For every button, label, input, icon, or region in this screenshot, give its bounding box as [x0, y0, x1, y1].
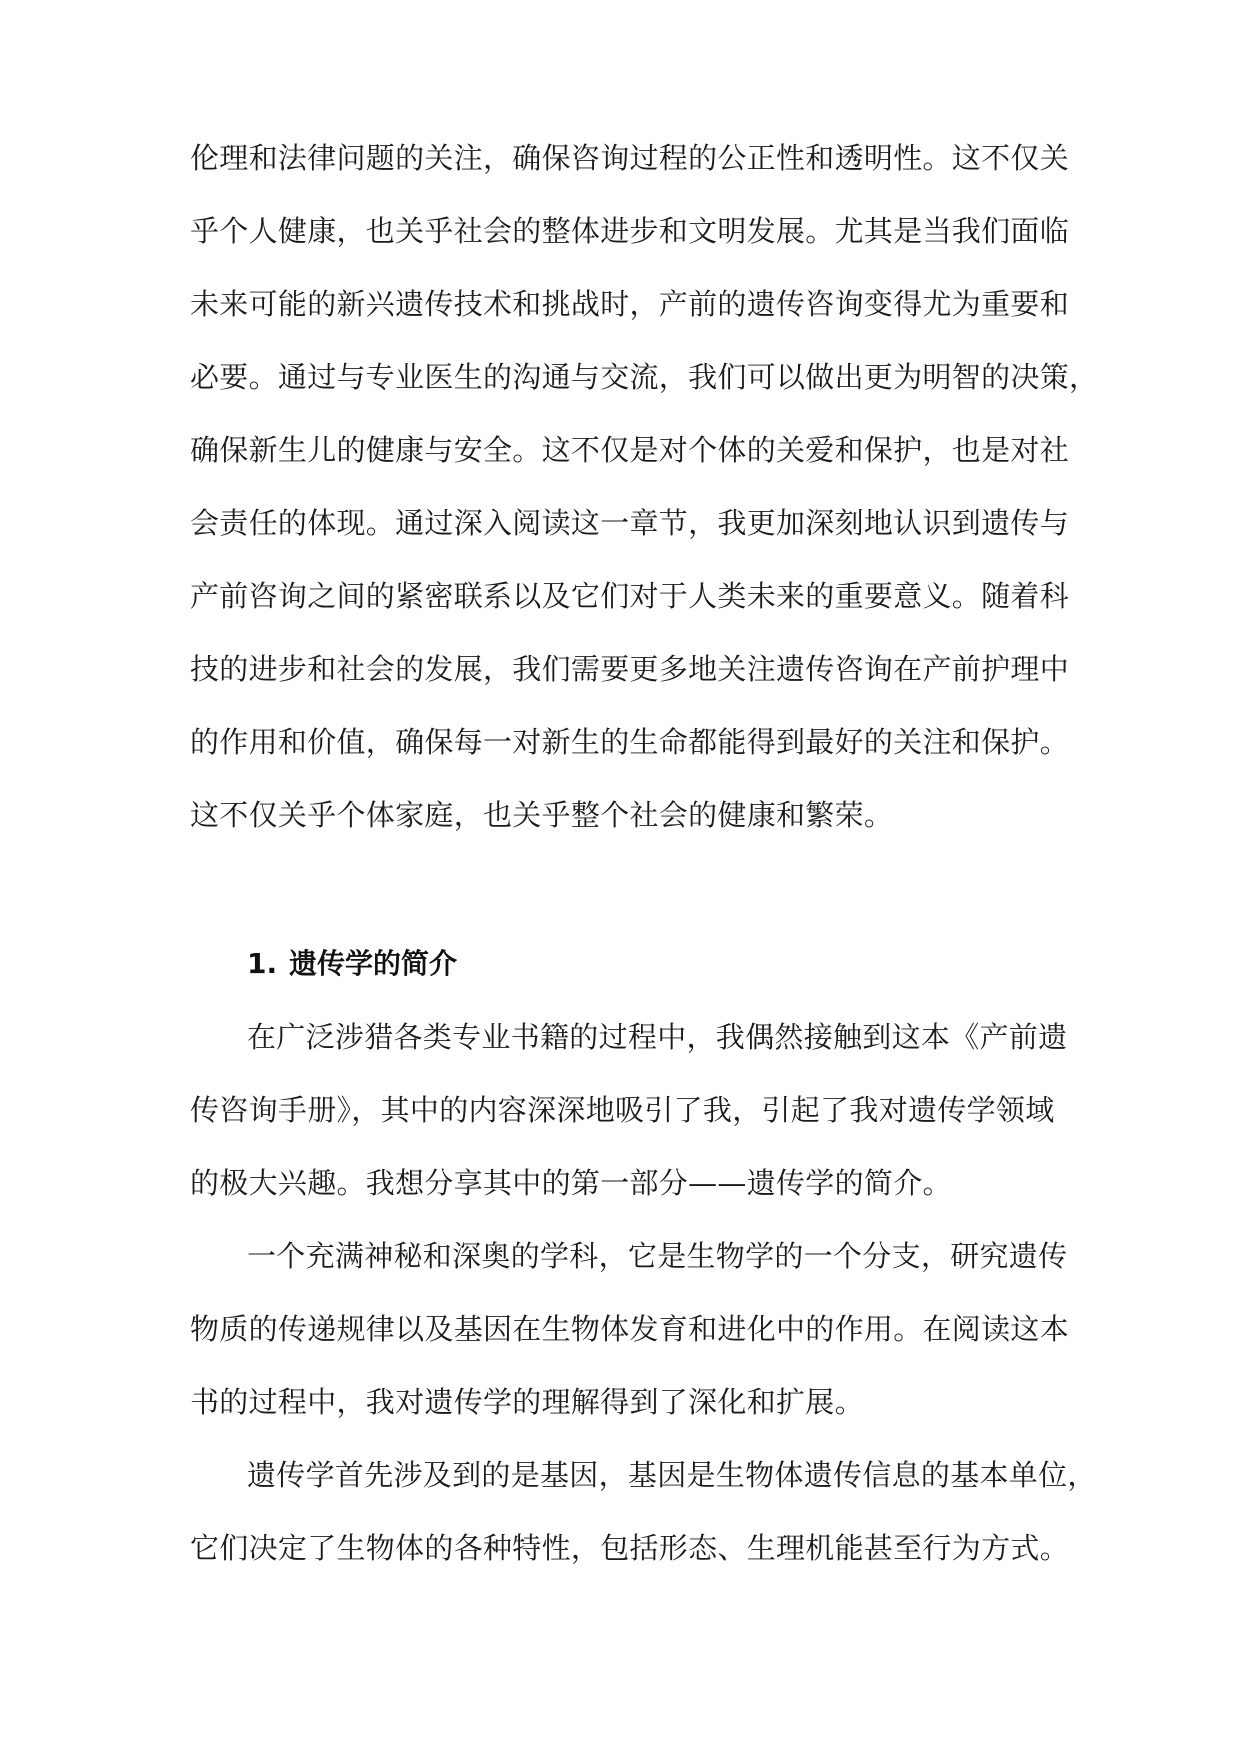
text-line: 技的进步和社会的发展，我们需要更多地关注遗传咨询在产前护理中 — [190, 652, 1070, 686]
text-line: 产前咨询之间的紧密联系以及它们对于人类未来的重要意义。随着科 — [190, 579, 1070, 613]
paragraph-line: 一个充满神秘和深奥的学科，它是生物学的一个分支，研究遗传 — [247, 1239, 1068, 1273]
text-line: 必要。通过与专业医生的沟通与交流，我们可以做出更为明智的决策， — [190, 360, 1099, 394]
section-number: 1. — [247, 947, 278, 980]
text-line: 伦理和法律问题的关注，确保咨询过程的公正性和透明性。这不仅关 — [190, 141, 1070, 175]
paragraph-line: 在广泛涉猎各类专业书籍的过程中，我偶然接触到这本《产前遗 — [247, 1020, 1068, 1054]
text-line: 未来可能的新兴遗传技术和挑战时，产前的遗传咨询变得尤为重要和 — [190, 287, 1070, 321]
paragraph-line: 它们决定了生物体的各种特性，包括形态、生理机能甚至行为方式。 — [190, 1531, 1070, 1565]
section-title: 遗传学的简介 — [289, 947, 458, 980]
paragraph-line: 遗传学首先涉及到的是基因，基因是生物体遗传信息的基本单位， — [247, 1458, 1097, 1492]
text-line: 会责任的体现。通过深入阅读这一章节，我更加深刻地认识到遗传与 — [190, 506, 1070, 540]
paragraph-line: 传咨询手册》，其中的内容深深地吸引了我，引起了我对遗传学领域 — [190, 1093, 1055, 1127]
text-line: 的作用和价值，确保每一对新生的生命都能得到最好的关注和保护。 — [190, 725, 1070, 759]
paragraph-line: 物质的传递规律以及基因在生物体发育和进化中的作用。在阅读这本 — [190, 1312, 1070, 1346]
text-line: 这不仅关乎个体家庭，也关乎整个社会的健康和繁荣。 — [190, 798, 894, 832]
paragraph-line: 的极大兴趣。我想分享其中的第一部分——遗传学的简介。 — [190, 1166, 952, 1200]
text-line: 乎个人健康，也关乎社会的整体进步和文明发展。尤其是当我们面临 — [190, 214, 1070, 248]
text-line: 确保新生儿的健康与安全。这不仅是对个体的关爱和保护，也是对社 — [190, 433, 1070, 467]
paragraph-line: 书的过程中，我对遗传学的理解得到了深化和扩展。 — [190, 1385, 864, 1419]
section-heading — [247, 944, 457, 984]
